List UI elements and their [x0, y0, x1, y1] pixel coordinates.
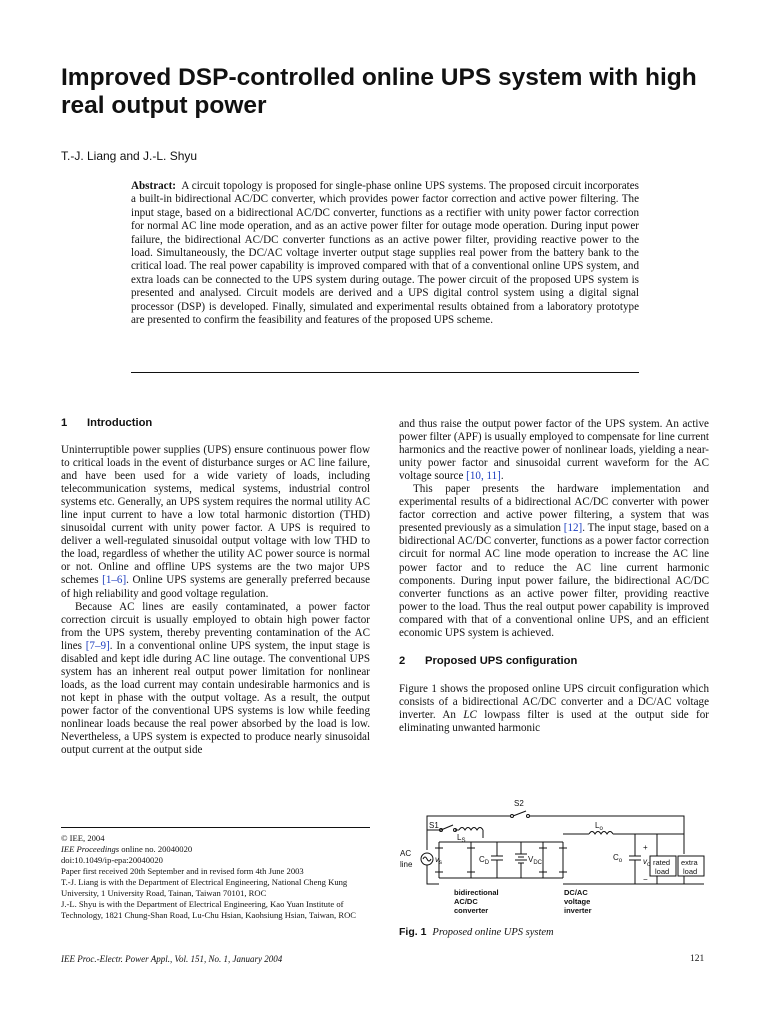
copyright-note: © IEE, 2004 — [61, 833, 105, 843]
fig-label-inverter: inverter — [564, 906, 592, 915]
svg-text:VDC — [528, 855, 543, 866]
intro-p1-text-b: . Online UPS systems are generally preferred because of high reliability and good voltage regulation. — [61, 574, 371, 600]
fig-label-voltage: voltage — [564, 897, 591, 906]
proceedings-note — [61, 844, 370, 855]
fig-label-ls: L — [457, 833, 462, 842]
abstract — [131, 180, 639, 327]
intro-p3-text-a: and thus raise the output power factor of the UPS system. An active power filter (APF) is usually employed to compensate for line current harmonics and the reactive power of nonlinear loads, yielding a near-unity power factor and sinusoidal current waveform for the AC voltage source — [399, 418, 709, 483]
svg-text:Lo — [595, 821, 603, 832]
proceedings-name: IEE Proceedings — [61, 844, 120, 854]
fig-label-minus: − — [643, 875, 648, 884]
svg-text:Co — [613, 853, 623, 864]
fig-label-rated: rated — [653, 858, 671, 867]
figure-label: Fig. 1 — [399, 926, 427, 938]
abstract-label: Abstract: — [131, 180, 176, 192]
svg-text:CD — [479, 855, 490, 866]
authors: T.-J. Liang and J.-L. Shyu — [61, 149, 198, 163]
paper-title: Improved DSP-controlled online UPS system with high real output power — [61, 64, 697, 119]
intro-paragraph-1 — [61, 444, 370, 601]
footnotes — [61, 833, 370, 921]
affiliation-shyu: J.-L. Shyu is with the Department of Electrical Engineering, Kao Yuan Institute of Technology, 1821 Chung-Shan Road, Lu-Chu Hsian, Kaohsiung Hsian, Taiwan, ROC — [61, 899, 357, 920]
figure-caption-text: Proposed online UPS system — [432, 927, 554, 938]
left-column — [61, 444, 370, 757]
intro-paragraph-2 — [61, 601, 370, 758]
citation-1-6[interactable]: [1–6] — [102, 574, 127, 587]
fig-label-co-sub: o — [618, 858, 623, 864]
intro-p2-text-a: Because AC lines are easily contaminated, a power factor correction circuit is usually employed to obtain high power factor from the UPS system, thereby preventing contamination of the AC lines — [61, 600, 370, 652]
citation-7-9[interactable]: [7–9] — [85, 639, 110, 652]
affiliation-liang: T.-J. Liang is with the Department of Electrical Engineering, National Cheng Kung University, 1 University Road, Tainan, Taiwan 70101, ROC — [61, 877, 348, 898]
fig-label-lo-sub: o — [599, 826, 603, 832]
section-2-number: 2 — [399, 654, 406, 667]
right-column — [399, 418, 709, 735]
abstract-divider — [131, 372, 639, 373]
fig-label-bidirectional: bidirectional — [454, 888, 499, 897]
citation-12[interactable]: [12] — [563, 522, 583, 535]
figure-caption — [399, 926, 554, 938]
fig-label-plus: + — [643, 843, 648, 852]
ups-circuit-figure — [399, 794, 711, 924]
svg-text:vs — [435, 855, 442, 866]
fig-label-ac: AC — [400, 849, 412, 858]
fig-label-dcac: DC/AC — [564, 888, 588, 897]
section-2-heading — [399, 655, 709, 668]
section-1-heading — [61, 417, 152, 429]
section-2-title: Proposed UPS configuration — [425, 654, 578, 667]
fig-label-cd: C — [479, 855, 485, 864]
citation-10-11[interactable]: [10, 11] — [466, 470, 501, 483]
intro-p4-text-b: . The input stage, based on a bidirectional AC/DC converter, functions as a power factor correction circuit for normal AC line mode operation to increase the AC line power factor and to reduce the AC line current harmonic components. During input power failure, the bidirectional AC/DC converter functions as an active power filter, providing reactive power to the load. Thus the real output power capability is improved compared with that of a conventional online UPS, and an efficient economic UPS system is achieved. — [399, 522, 709, 639]
fig-label-acdc: AC/DC — [454, 897, 478, 906]
fig-label-extra: extra — [681, 858, 698, 867]
fig-label-ls-sub: S — [461, 838, 466, 844]
intro-paragraph-4 — [399, 483, 709, 640]
intro-p1-text-a: Uninterruptible power supplies (UPS) ensure continuous power flow to critical loads in the event of disturbance surges or AC line failure, and have been used for a wide variety of loads, including telecommunication systems, medical systems, industrial control systems etc. Generally, an UPS system requires the normal utility AC line input current to have a low total harmonic distortion (THD) sinusoidal current with unity power factor. A UPS is required to deliver a well-regulated sinusoidal output voltage with low THD to the load, regardless of whether the utility AC power source is normal or not. Online and offline UPS systems are the two major UPS schemes — [61, 444, 370, 587]
config-paragraph-1 — [399, 683, 709, 735]
fig-label-vdc-sub: DC — [533, 860, 543, 866]
lc-symbol: LC — [463, 708, 477, 721]
fig-label-rated-load: load — [655, 867, 670, 876]
fig-label-line: line — [400, 860, 413, 869]
fig-label-vs-sub: s — [439, 860, 442, 866]
fig-label-vs: v — [435, 855, 439, 864]
fig-label-vo: v — [643, 857, 647, 866]
fig-label-lo: L — [595, 821, 600, 830]
config-p1-text-a: Figure 1 shows the proposed online UPS circuit configuration which consists of a bidirectional AC/DC converter and a DC/AC voltage inverter. An — [399, 682, 709, 721]
journal-footer: IEE Proc.-Electr. Power Appl., Vol. 151, No. 1, January 2004 — [61, 954, 283, 964]
section-1-title: Introduction — [87, 417, 153, 429]
intro-paragraph-3 — [399, 418, 709, 483]
fig-label-cd-sub: D — [484, 860, 490, 866]
fig-label-extra-load: load — [683, 867, 698, 876]
fig-label-s1: S1 — [429, 821, 439, 830]
doi-note: doi:10.1049/ip-epa:20040020 — [61, 855, 163, 865]
fig-label-s2: S2 — [514, 799, 524, 808]
intro-p3-text-b: . — [500, 470, 504, 483]
intro-p4-text-a: This paper presents the hardware implementation and experimental results of a bidirectional AC/DC converter with power factor correction and active power filtering, a system that was presented previously as a simulation — [399, 483, 709, 535]
fig-label-co: C — [613, 853, 619, 862]
footnote-divider — [61, 827, 370, 828]
intro-p2-text-b: . In a conventional online UPS system, the input stage is disabled and kept idle during AC line outage. The conventional UPS system has an inherent real output power limitation for nonlinear loads, as the load current may contain undesirable harmonics and is not kept in phase with the output voltage. As a result, the output power factor of the conventional UPS systems is low while feeding nonlinear loads because the real power absorbed by the load is low. Nevertheless, a UPS system is expected to produce nearly sinusoidal output current at the output side — [61, 639, 370, 757]
abstract-text: A circuit topology is proposed for single-phase online UPS systems. The proposed circuit incorporates a built-in bidirectional AC/DC converter, which provides power factor correction and active power filtering. The input stage, based on a bidirectional AC/DC converter, functions as a rectifier with unity power factor correction for normal AC line mode operation, and as an active power filter for outage mode operation. During input power failure, the bidirectional AC/DC converter functions as an active power filter, providing reactive power to the load. Simultaneously, the DC/AC voltage inverter output stage supplies real power from the battery bank to the critical load. The real power capability is improved compared with that of a conventional online UPS system, and extra loads can be connected to the UPS system during outage. The power circuit of the proposed UPS system is presented and analysed. Circuit models are derived and a UPS digital control system using a digital signal processor (DSP) is developed. Finally, simulated and experimental results obtained from a laboratory prototype are presented to confirm the feasibility and features of the proposed UPS scheme. — [131, 180, 639, 327]
fig-label-vdc: V — [528, 855, 534, 864]
section-1-number: 1 — [61, 417, 68, 429]
fig-label-converter: converter — [454, 906, 489, 915]
fig-label-vo-sub: o — [647, 862, 651, 868]
config-p1-text-b: lowpass filter is used at the output side for eliminating unwanted harmonic — [399, 708, 709, 734]
page-number: 121 — [690, 954, 705, 964]
proceedings-number: online no. 20040020 — [119, 844, 193, 854]
received-note: Paper first received 20th September and in revised form 4th June 2003 — [61, 866, 304, 876]
